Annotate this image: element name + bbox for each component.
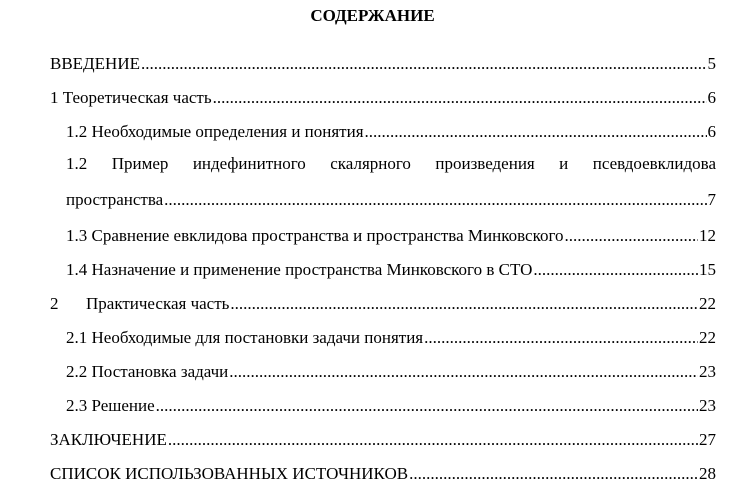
toc-entry-example-line1: 1.2 Пример индефинитного скалярного произведения и псевдоевклидова <box>66 154 716 173</box>
toc-entry-label: 1.2 Необходимые определения и понятия <box>66 122 364 141</box>
toc-entry-page: 23 <box>699 396 716 415</box>
toc-entry-page: 7 <box>707 190 716 209</box>
toc-entry-label: пространства <box>66 190 164 209</box>
toc-leader-dots <box>141 54 707 74</box>
toc-leader-dots <box>229 362 698 382</box>
toc-entry-page: 27 <box>699 430 716 449</box>
toc-entry-label: 2.2 Постановка задачи <box>66 362 229 381</box>
toc-entry-practice <box>50 292 716 314</box>
toc-entry-label: 2.1 Необходимые для постановки задачи понятия <box>66 328 424 347</box>
toc-entry-page: 22 <box>699 294 716 313</box>
toc-leader-dots <box>565 226 698 246</box>
toc-entry-label: 1 Теоретическая часть <box>50 88 212 107</box>
toc-entry-label <box>50 294 229 314</box>
toc-entry-application <box>66 258 716 280</box>
toc-leader-dots <box>533 260 698 280</box>
toc-entry-label: ВВЕДЕНИЕ <box>50 54 140 73</box>
toc-leader-dots <box>365 122 707 142</box>
toc-entry-conclusion <box>50 428 716 450</box>
toc-entry-label: 1.4 Назначение и применение пространства Минковского в СТО <box>66 260 533 279</box>
toc-entry-number: 2 <box>50 294 59 313</box>
toc-leader-dots <box>409 464 698 484</box>
toc-entry-label: СПИСОК ИСПОЛЬЗОВАННЫХ ИСТОЧНИКОВ <box>50 464 409 483</box>
toc-entry-title: Практическая часть <box>86 294 230 313</box>
toc-entry-introduction <box>50 52 716 74</box>
toc-entry-solution <box>66 394 716 416</box>
toc-entry-page: 6 <box>707 122 716 141</box>
toc-leader-dots <box>213 88 707 108</box>
toc-leader-dots <box>168 430 698 450</box>
toc-entry-page: 22 <box>699 328 716 347</box>
toc-entry-label: ЗАКЛЮЧЕНИЕ <box>50 430 167 449</box>
toc-entry-label: 1.3 Сравнение евклидова пространства и пространства Минковского <box>66 226 564 245</box>
toc-entry-comparison <box>66 224 716 246</box>
toc-leader-dots <box>164 190 706 210</box>
toc-entry-definitions <box>66 120 716 142</box>
toc-entry-page: 6 <box>707 88 716 107</box>
toc-entry-label: 2.3 Решение <box>66 396 155 415</box>
toc-entry-concepts <box>66 326 716 348</box>
toc-entry-theory <box>50 86 716 108</box>
toc-leader-dots <box>424 328 698 348</box>
toc-entry-page: 15 <box>699 260 716 279</box>
toc-entry-page: 28 <box>699 464 716 483</box>
toc-entry-page: 12 <box>699 226 716 245</box>
toc-leader-dots <box>156 396 698 416</box>
toc-entry-references <box>50 462 716 484</box>
toc-entry-example <box>66 188 716 210</box>
toc-leader-dots <box>230 294 698 314</box>
toc-entry-page: 23 <box>699 362 716 381</box>
toc-entry-problem <box>66 360 716 382</box>
toc-entry-page: 5 <box>707 54 716 73</box>
document-title: СОДЕРЖАНИЕ <box>310 6 435 25</box>
